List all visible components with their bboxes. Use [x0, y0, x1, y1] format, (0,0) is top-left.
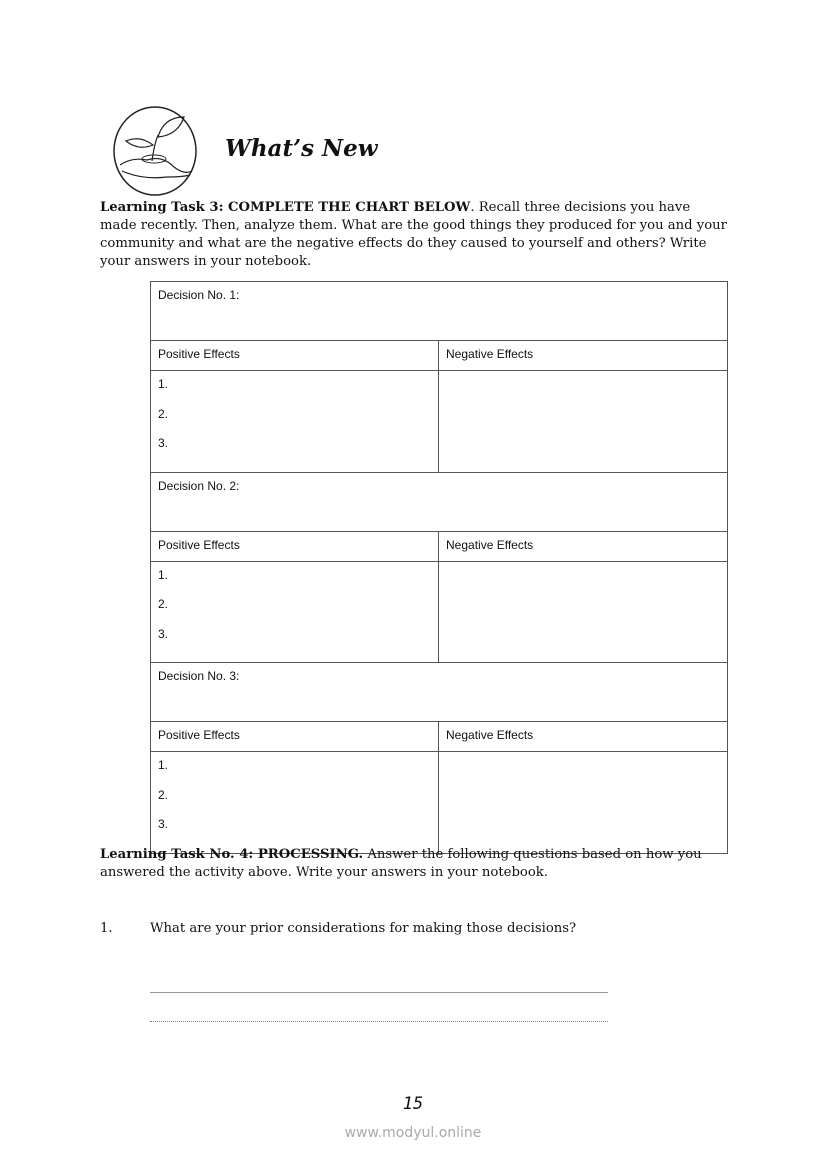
negative-effects-header: Negative Effects [439, 722, 728, 752]
negative-effects-cell[interactable] [439, 752, 728, 854]
decision-chart [150, 281, 728, 854]
section-title: What’s New [225, 135, 378, 162]
item-number: 1. [158, 567, 169, 582]
item-number: 3. [158, 817, 169, 831]
decision-cell[interactable] [151, 282, 728, 341]
effects-row [151, 752, 728, 854]
decision-cell[interactable] [151, 472, 728, 531]
page-number: 15 [402, 1094, 424, 1114]
decision-label: Decision No. 2: [158, 478, 240, 493]
item-number: 2. [158, 597, 169, 611]
negative-effects-cell[interactable] [439, 371, 728, 473]
item-number: 2. [158, 787, 169, 802]
task4-instructions [100, 846, 730, 882]
effects-row [151, 561, 728, 663]
positive-effects-header: Positive Effects [151, 341, 439, 371]
positive-effects-cell[interactable] [151, 752, 439, 854]
question-text: What are your prior considerations for making those decisions? [150, 921, 577, 936]
negative-effects-header: Negative Effects [439, 531, 728, 561]
item-number: 3. [158, 436, 169, 450]
task3-label: Learning Task 3: COMPLETE THE CHART BELOW [100, 200, 471, 215]
task4-label: Learning Task No. 4: PROCESSING. [100, 847, 364, 862]
decision-row [151, 472, 728, 531]
positive-effects-cell[interactable] [151, 371, 439, 473]
effects-header-row [151, 722, 728, 752]
task4-text: Answer the following questions based on how you answered the activity above. Write your answers in your notebook. [100, 847, 702, 880]
positive-effects-header: Positive Effects [151, 531, 439, 561]
task3-text: . Recall three decisions you have made recently. Then, analyze them. What are the good things they produced for you and your community and what are the negative effects do they caused to yourself and others? Write your answers in your notebook. [100, 200, 727, 269]
effects-header-row [151, 531, 728, 561]
answer-line [150, 992, 608, 993]
item-number: 1. [158, 377, 169, 391]
item-number: 1. [158, 758, 169, 772]
effects-row [151, 371, 728, 473]
decision-label: Decision No. 1: [158, 288, 240, 302]
decision-row [151, 663, 728, 722]
item-number: 3. [158, 626, 169, 641]
answer-line [150, 1021, 608, 1022]
negative-effects-header: Negative Effects [439, 341, 728, 371]
negative-effects-cell[interactable] [439, 561, 728, 663]
question-number: 1. [100, 921, 113, 936]
decision-label: Decision No. 3: [158, 669, 240, 683]
item-number: 2. [158, 406, 169, 421]
task3-instructions [100, 199, 730, 271]
watermark: www.modyul.online [344, 1125, 482, 1141]
decision-cell[interactable] [151, 663, 728, 722]
decision-row [151, 282, 728, 341]
positive-effects-header: Positive Effects [151, 722, 439, 752]
hand-holding-plant-icon [112, 105, 198, 197]
positive-effects-cell[interactable] [151, 561, 439, 663]
effects-header-row [151, 341, 728, 371]
